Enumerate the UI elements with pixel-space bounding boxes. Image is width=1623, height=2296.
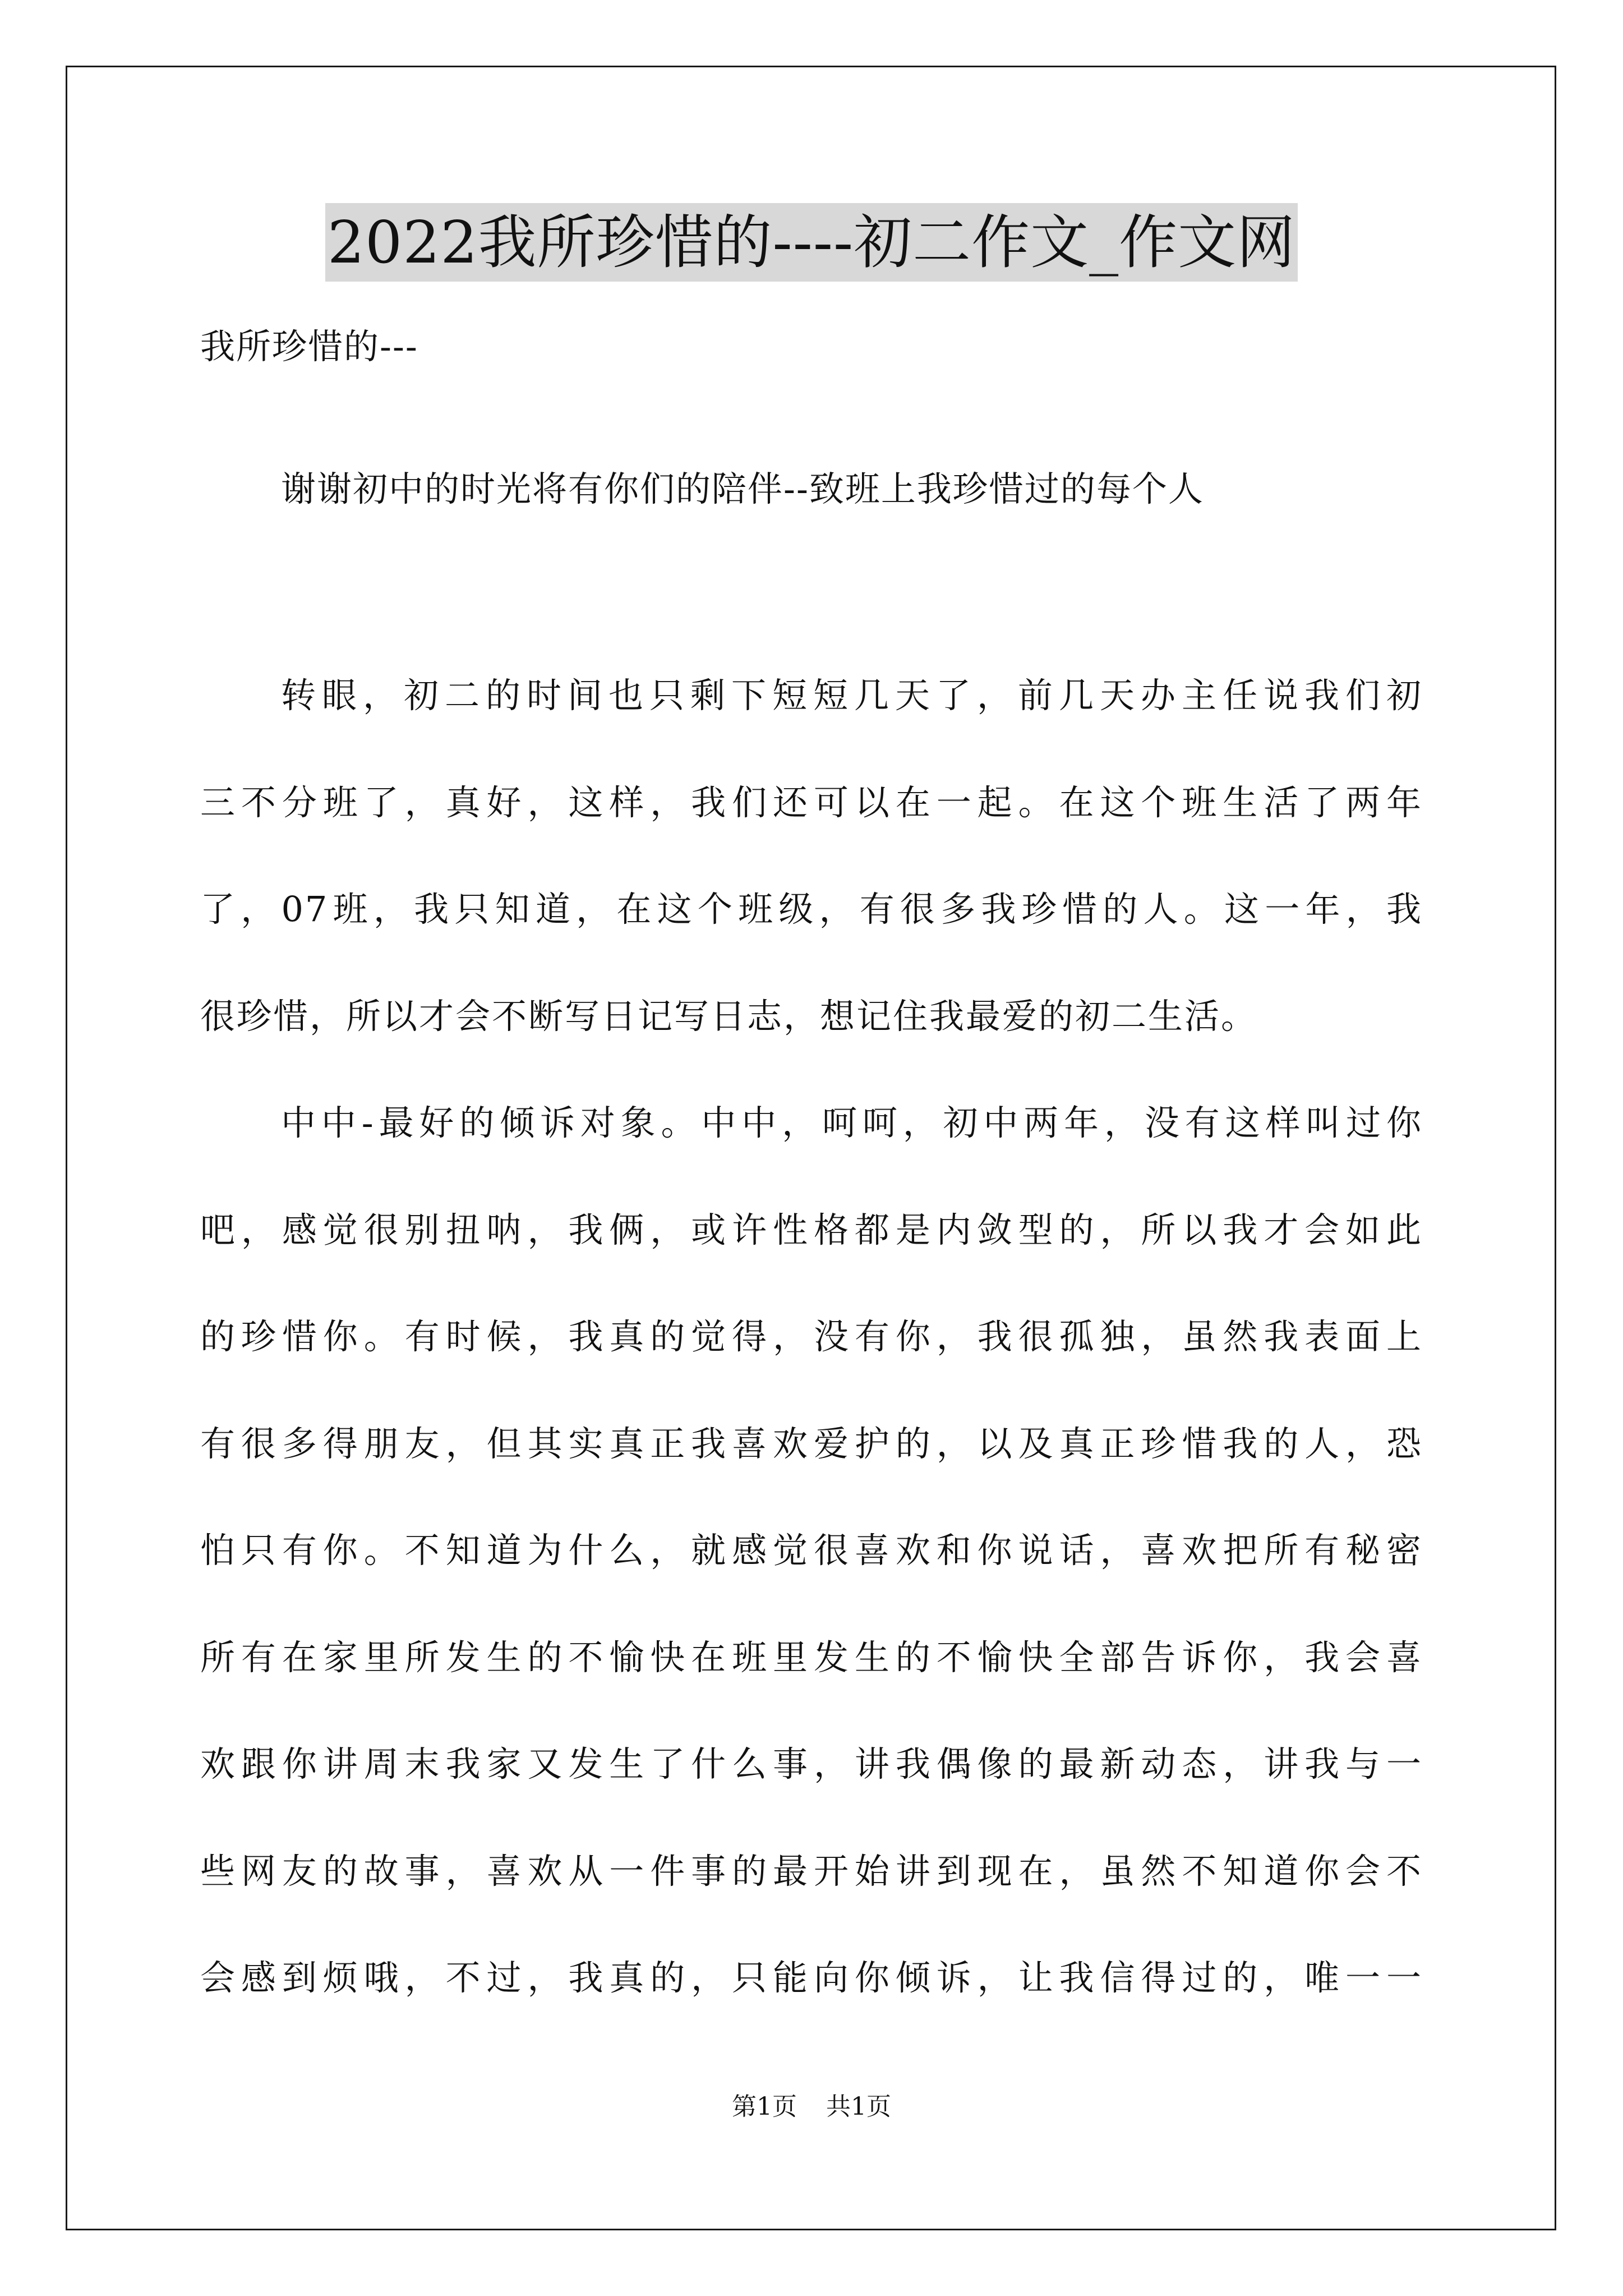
paragraph-2 — [200, 1070, 1423, 2032]
paragraph-line: 所有在家里所发生的不愉快在班里发生的不愉快全部告诉你，我会喜 — [200, 1636, 1423, 1678]
title-container — [0, 203, 1623, 282]
paragraph-line: 转眼，初二的时间也只剩下短短几天了，前几天办主任说我们初 — [281, 675, 1423, 716]
paragraph-line: 些网友的故事，喜欢从一件事的最开始讲到现在，虽然不知道你会不 — [200, 1850, 1423, 1892]
paragraph-line: 三不分班了，真好，这样，我们还可以在一起。在这个班生活了两年 — [200, 781, 1423, 823]
paragraph-line: 吧，感觉很别扭呐，我俩，或许性格都是内敛型的，所以我才会如此 — [200, 1209, 1423, 1250]
paragraph-1 — [200, 642, 1423, 1070]
paragraph-line: 中中-最好的倾诉对象。中中，呵呵，初中两年，没有这样叫过你 — [281, 1102, 1423, 1143]
subheading: 我所珍惜的--- — [200, 326, 418, 367]
paragraph-line: 的珍惜你。有时候，我真的觉得，没有你，我很孤独，虽然我表面上 — [200, 1316, 1423, 1357]
dedication-line: 谢谢初中的时光将有你们的陪伴--致班上我珍惜过的每个人 — [281, 468, 1204, 509]
paragraph-line: 欢跟你讲周末我家又发生了什么事，讲我偶像的最新动态，讲我与一 — [200, 1743, 1423, 1784]
paragraph-line: 了，07班，我只知道，在这个班级，有很多我珍惜的人。这一年，我 — [200, 889, 1423, 930]
page-number: 第1页 — [732, 2092, 797, 2121]
paragraph-line: 会感到烦哦，不过，我真的，只能向你倾诉，让我信得过的，唯一一 — [200, 1957, 1423, 1998]
paragraph-line: 有很多得朋友，但其实真正我喜欢爱护的，以及真正珍惜我的人，恐 — [200, 1423, 1423, 1464]
page-total: 共1页 — [826, 2092, 891, 2121]
document-title: 2022我所珍惜的----初二作文_作文网 — [325, 203, 1298, 282]
page-footer — [0, 2090, 1623, 2124]
paragraph-line: 很珍惜，所以才会不断写日记写日志，想记住我最爱的初二生活。 — [200, 995, 1258, 1037]
paragraph-line: 怕只有你。不知道为什么，就感觉很喜欢和你说话，喜欢把所有秘密 — [200, 1530, 1423, 1571]
